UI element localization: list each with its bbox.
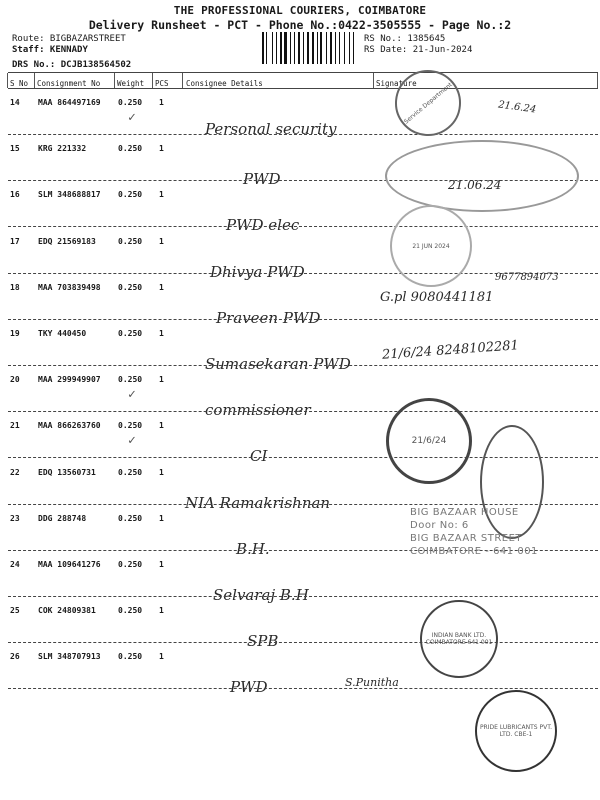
table-top-rule bbox=[8, 72, 598, 73]
barcode-bar bbox=[262, 32, 264, 64]
barcode-bar bbox=[315, 32, 316, 64]
big-bazaar-house-stamp-text: BIG BAZAAR HOUSE Door No: 6 BIG BAZAAR STREET COIMBATORE - 641 001 bbox=[410, 507, 538, 557]
header-bottom-rule bbox=[8, 88, 598, 89]
row-pcs: 1 bbox=[159, 467, 164, 477]
barcode-bar bbox=[298, 32, 300, 64]
barcode-bar bbox=[274, 32, 276, 64]
row-consignee-handwritten: CI bbox=[250, 447, 268, 466]
row-sno: 24 bbox=[10, 560, 20, 569]
barcode-bar bbox=[268, 32, 270, 64]
barcode-bar bbox=[336, 32, 338, 64]
barcode-bar bbox=[326, 32, 327, 64]
signature-18: G.pl 9080441181 bbox=[380, 290, 494, 305]
row-sno: 14 bbox=[10, 98, 20, 107]
row-sno: 26 bbox=[10, 652, 20, 662]
row-consignee-handwritten: Personal security bbox=[205, 120, 337, 138]
row-consignee-handwritten: Dhivya PWD bbox=[210, 262, 305, 281]
barcode bbox=[262, 32, 357, 64]
barcode-bar bbox=[335, 32, 336, 64]
row-sno: 18 bbox=[10, 282, 20, 292]
row-pcs: 1 bbox=[159, 652, 164, 662]
row-consignment-no: KRG 221332 bbox=[38, 144, 87, 154]
barcode-bar bbox=[305, 32, 306, 64]
barcode-bar bbox=[272, 32, 273, 64]
col-divider bbox=[597, 73, 598, 88]
barcode-bar bbox=[333, 32, 334, 64]
dated-stamp-21-text: 21/6/24 bbox=[411, 436, 447, 446]
barcode-bar bbox=[307, 32, 309, 64]
drs-label: DRS No.: DCJB138564502 bbox=[12, 60, 132, 70]
barcode-bar bbox=[344, 32, 345, 64]
row-consignee-handwritten: Praveen PWD bbox=[216, 308, 321, 327]
rs-number: RS No.: 1385645 bbox=[364, 34, 446, 44]
oval-stamp bbox=[385, 140, 579, 212]
barcode-bar bbox=[284, 32, 286, 64]
col-header-consignment: Consignment No bbox=[37, 79, 101, 88]
row-consignee-handwritten: NIA Ramakrishnan bbox=[185, 493, 331, 512]
row-sno: 17 bbox=[10, 236, 20, 246]
barcode-bar bbox=[265, 32, 266, 64]
row-weight: 0.250 bbox=[118, 513, 143, 523]
row-consignee-handwritten: SPB bbox=[247, 632, 279, 651]
barcode-bar bbox=[276, 32, 277, 64]
row-weight: 0.250 bbox=[118, 375, 143, 385]
phone-17: 9677894073 bbox=[495, 272, 559, 283]
company-title: THE PROFESSIONAL COURIERS, COIMBATORE bbox=[173, 4, 427, 17]
barcode-bar bbox=[278, 32, 279, 64]
row-weight: 0.250 bbox=[118, 98, 143, 107]
row-weight: 0.250 bbox=[118, 606, 143, 616]
row-weight: 0.250 bbox=[118, 282, 143, 292]
barcode-bar bbox=[290, 32, 291, 64]
checkmark-icon: ✓ bbox=[128, 110, 136, 125]
barcode-bar bbox=[294, 32, 295, 64]
row-pcs: 1 bbox=[159, 282, 164, 292]
col-header-pcs: PCS bbox=[155, 79, 169, 88]
row-consignment-no: DDG 288748 bbox=[38, 513, 87, 523]
barcode-bar bbox=[341, 32, 343, 64]
barcode-bar bbox=[318, 32, 319, 64]
row-consignee-handwritten: Selvaraj B.H bbox=[213, 586, 309, 604]
row-sno: 22 bbox=[10, 467, 20, 477]
barcode-bar bbox=[280, 32, 282, 64]
row-weight: 0.250 bbox=[118, 236, 143, 246]
barcode-bar bbox=[312, 32, 314, 64]
row-pcs: 1 bbox=[159, 329, 164, 338]
col-divider bbox=[114, 73, 115, 88]
row-divider bbox=[8, 226, 598, 227]
barcode-bar bbox=[296, 32, 297, 64]
service-stamp-text: Service Department bbox=[402, 80, 454, 126]
barcode-bar bbox=[288, 32, 289, 64]
checkmark-icon: ✓ bbox=[128, 433, 136, 449]
row-divider bbox=[8, 319, 598, 320]
barcode-bar bbox=[303, 32, 304, 64]
row-pcs: 1 bbox=[159, 375, 164, 385]
signature-19: 21/6/24 8248102281 bbox=[381, 338, 520, 363]
row-divider bbox=[8, 134, 598, 135]
row-pcs: 1 bbox=[159, 513, 164, 523]
row-consignment-no: EDQ 21569183 bbox=[38, 236, 96, 246]
col-divider bbox=[7, 73, 8, 88]
signature-date-14: 21.6.24 bbox=[497, 99, 537, 116]
row-weight: 0.250 bbox=[118, 467, 143, 477]
barcode-bar bbox=[320, 32, 322, 64]
row-sno: 21 bbox=[10, 421, 20, 431]
row-weight: 0.250 bbox=[118, 190, 143, 200]
row-consignment-no: MAA 866263760 bbox=[38, 421, 101, 431]
row-consignee-handwritten: Sumasekaran PWD bbox=[205, 355, 351, 373]
row-consignment-no: MAA 109641276 bbox=[38, 560, 101, 569]
pride-lubricants-stamp bbox=[475, 690, 557, 772]
row-sno: 16 bbox=[10, 190, 20, 200]
indian-bank-stamp-text: INDIAN BANK LTD. COIMBATORE 641 001 bbox=[425, 632, 493, 646]
round-stamp bbox=[390, 205, 472, 287]
row-consignee-handwritten: commissioner bbox=[205, 401, 311, 420]
row-pcs: 1 bbox=[159, 98, 164, 107]
round-stamp-text: 21 JUN 2024 bbox=[412, 242, 450, 250]
row-consignment-no: MAA 703839498 bbox=[38, 282, 101, 292]
col-header-consignee: Consignee Details bbox=[186, 79, 263, 88]
big-bazaar-house-stamp bbox=[410, 506, 580, 558]
col-divider bbox=[34, 73, 35, 88]
row-divider bbox=[8, 411, 598, 412]
row-sno: 23 bbox=[10, 513, 20, 523]
barcode-bar bbox=[266, 32, 267, 64]
row-weight: 0.250 bbox=[118, 652, 143, 662]
row-pcs: 1 bbox=[159, 421, 164, 431]
row-consignment-no: COK 24809381 bbox=[38, 606, 96, 616]
row-weight: 0.250 bbox=[118, 421, 143, 431]
barcode-bar bbox=[310, 32, 311, 64]
col-header-sno: S No bbox=[10, 79, 29, 88]
barcode-bar bbox=[323, 32, 325, 64]
row-weight: 0.250 bbox=[118, 560, 143, 569]
col-divider bbox=[182, 73, 183, 88]
row-pcs: 1 bbox=[159, 144, 164, 154]
col-header-weight: Weight bbox=[117, 79, 145, 88]
rs-date: RS Date: 21-Jun-2024 bbox=[364, 45, 473, 55]
service-stamp bbox=[382, 57, 475, 150]
barcode-bar bbox=[355, 32, 356, 64]
barcode-bar bbox=[353, 32, 355, 64]
barcode-bar bbox=[317, 32, 318, 64]
row-consignee-handwritten: PWD elec bbox=[226, 216, 300, 235]
pride-lubricants-stamp-text: PRIDE LUBRICANTS PVT. LTD. CBE-1 bbox=[479, 724, 553, 738]
row-consignment-no: TKY 440450 bbox=[38, 329, 87, 338]
barcode-bar bbox=[330, 32, 332, 64]
barcode-bar bbox=[339, 32, 340, 64]
checkmark-icon: ✓ bbox=[128, 387, 136, 403]
row-consignee-handwritten: PWD bbox=[243, 170, 281, 189]
row-divider bbox=[8, 688, 598, 689]
barcode-bar bbox=[349, 32, 350, 64]
barcode-bar bbox=[283, 32, 284, 64]
row-consignment-no: EDQ 13560731 bbox=[38, 467, 96, 477]
runsheet-subtitle: Delivery Runsheet - PCT - Phone No.:0422-3505555 - Page No.:2 bbox=[88, 18, 512, 32]
row-consignee-handwritten: B.H. bbox=[236, 539, 270, 558]
barcode-bar bbox=[301, 32, 303, 64]
row-consignment-no: SLM 348707913 bbox=[38, 652, 101, 662]
signature-26: S.Punitha bbox=[345, 676, 399, 689]
col-divider bbox=[373, 73, 374, 88]
barcode-bar bbox=[346, 32, 348, 64]
row-weight: 0.250 bbox=[118, 329, 143, 338]
dated-stamp-21 bbox=[386, 398, 472, 484]
row-pcs: 1 bbox=[159, 560, 164, 569]
row-consignee-handwritten: PWD bbox=[230, 678, 268, 697]
row-divider bbox=[8, 365, 598, 366]
row-pcs: 1 bbox=[159, 236, 164, 246]
row-consignment-no: MAA 299949907 bbox=[38, 375, 101, 385]
row-divider bbox=[8, 642, 598, 643]
row-divider bbox=[8, 596, 598, 597]
row-pcs: 1 bbox=[159, 606, 164, 616]
row-sno: 19 bbox=[10, 329, 20, 338]
col-header-signature: Signature bbox=[376, 79, 417, 88]
row-consignment-no: MAA 864497169 bbox=[38, 98, 101, 107]
indian-bank-stamp bbox=[420, 600, 498, 678]
row-sno: 15 bbox=[10, 144, 20, 154]
col-divider bbox=[152, 73, 153, 88]
row-consignment-no: SLM 348688817 bbox=[38, 190, 101, 200]
row-sno: 25 bbox=[10, 606, 20, 616]
staff-label: Staff: KENNADY bbox=[12, 45, 88, 55]
signature-date-15: 21.06.24 bbox=[448, 178, 502, 192]
barcode-bar bbox=[328, 32, 329, 64]
row-sno: 20 bbox=[10, 375, 20, 385]
barcode-bar bbox=[351, 32, 352, 64]
barcode-bar bbox=[292, 32, 294, 64]
route-label: Route: BIGBAZARSTREET bbox=[12, 34, 126, 44]
row-weight: 0.250 bbox=[118, 144, 143, 154]
row-pcs: 1 bbox=[159, 190, 164, 200]
